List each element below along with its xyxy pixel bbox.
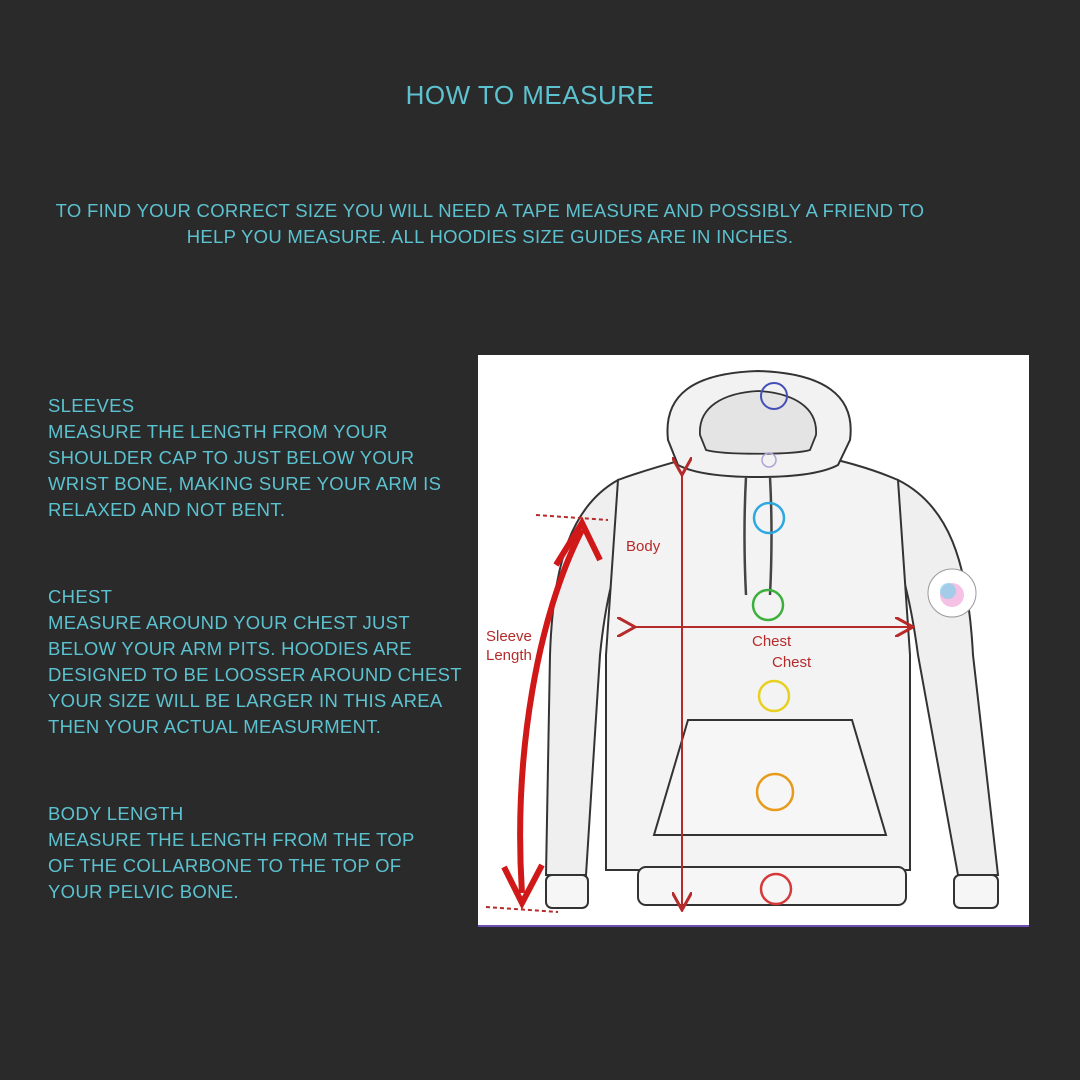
kangaroo-pocket xyxy=(654,720,886,835)
page-title: HOW TO MEASURE xyxy=(405,80,655,110)
body-label: Body xyxy=(626,538,661,555)
body-length-section xyxy=(48,801,468,905)
sleeve-label-line2: Length xyxy=(486,647,532,664)
chest-label-secondary: Chest xyxy=(772,654,812,671)
chest-heading: CHEST xyxy=(48,586,113,607)
right-cuff xyxy=(954,875,998,908)
hoodie-illustration xyxy=(478,355,1029,923)
left-cuff xyxy=(546,875,588,908)
sleeve-label-line1: Sleeve xyxy=(486,628,532,645)
body-length-heading: BODY LENGTH xyxy=(48,803,184,824)
intro-text: TO FIND YOUR CORRECT SIZE YOU WILL NEED A TAPE MEASURE AND POSSIBLY A FRIEND TO HELP YOU MEASURE. ALL HOODIES SIZE GUIDES ARE IN INCHES. xyxy=(55,200,925,247)
chest-label: Chest xyxy=(752,633,792,650)
chest-instructions: MEASURE AROUND YOUR CHEST JUST BELOW YOUR ARM PITS. HOODIES ARE DESIGNED TO BE LOOSSER AROUND CHEST YOUR SIZE WILL BE LARGER IN THIS AREA THEN YOUR ACTUAL MEASURMENT. xyxy=(48,612,462,737)
sleeves-instructions: MEASURE THE LENGTH FROM YOUR SHOULDER CAP TO JUST BELOW YOUR WRIST BONE, MAKING SURE YOUR ARM IS RELAXED AND NOT BENT. xyxy=(48,421,442,520)
body-length-instructions: MEASURE THE LENGTH FROM THE TOP OF THE COLLARBONE TO THE TOP OF YOUR PELVIC BONE. xyxy=(48,829,415,902)
waistband xyxy=(638,867,906,905)
chest-section xyxy=(48,584,468,740)
sleeves-heading: SLEEVES xyxy=(48,395,135,416)
hoodie-measurement-diagram xyxy=(478,355,1029,927)
sleeves-section xyxy=(48,393,468,523)
